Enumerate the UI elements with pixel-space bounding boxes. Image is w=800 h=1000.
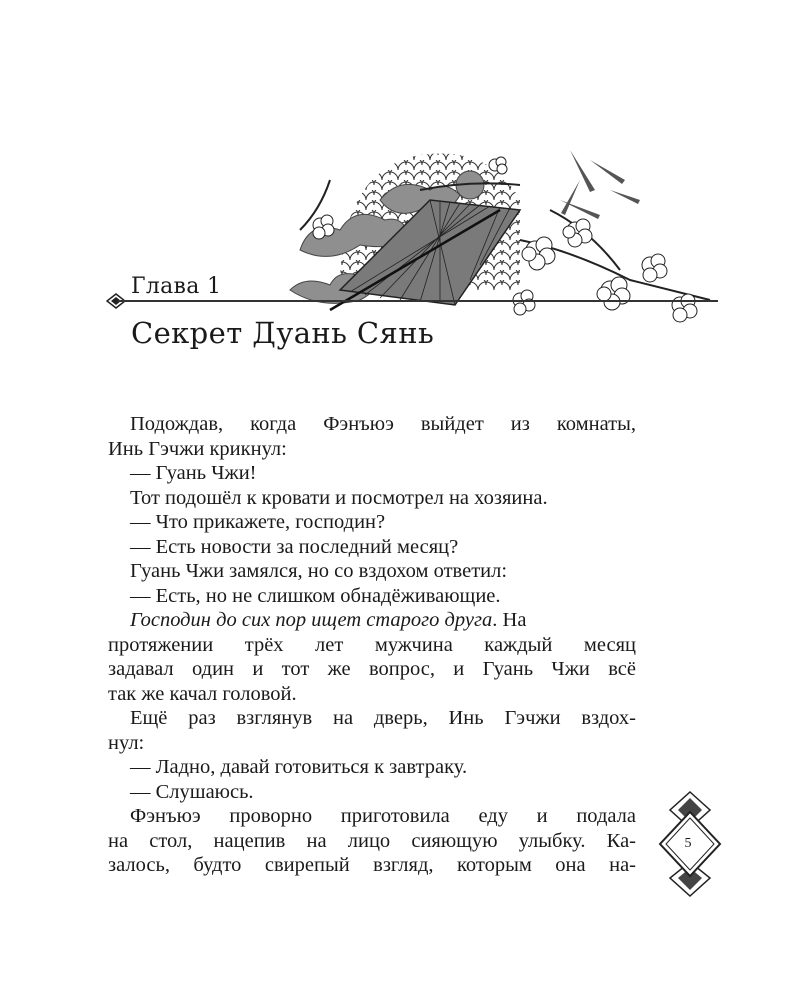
text-line: — Слушаюсь.: [130, 780, 254, 803]
text-line: нул:: [108, 731, 145, 754]
text-line: — Есть, но не слишком обнадёживающие.: [130, 584, 501, 607]
text-line: Тот подошёл к кровати и посмотрел на хозяина.: [130, 486, 548, 509]
chapter-title: Секрет Дуань Сянь: [131, 316, 435, 350]
italic-thought: Господин до сих пор ищет старого друга: [130, 609, 493, 631]
text-line: Фэнъюэ проворно приготовила еду и подала: [130, 805, 636, 827]
text-line: на стол, нацепив на лицо сияющую улыбку. Ка-: [108, 829, 636, 852]
text-line: Гуань Чжи замялся, но со вздохом ответил:: [130, 560, 508, 582]
text-line: Подождав, когда Фэнъюэ выйдет из комнаты,: [130, 413, 636, 435]
chapter-illustration: [270, 140, 720, 340]
text-line: [108, 608, 636, 633]
page-number: 5: [684, 836, 692, 851]
heading-rule: [118, 300, 718, 302]
chapter-label: Глава 1: [131, 274, 222, 299]
text-line: — Что прикажете, господин?: [130, 511, 386, 533]
text-line: задавал один и тот же вопрос, и Гуань Чжи всё: [108, 658, 636, 680]
text-line: — Есть новости за последний месяц?: [130, 535, 459, 558]
text-line: так же качал головой.: [108, 682, 297, 705]
text-fragment: . На: [492, 609, 527, 631]
text-line: протяжении трёх лет мужчина каждый месяц: [108, 633, 636, 656]
text-line: Инь Гэчжи крикнул:: [108, 437, 287, 460]
text-line: — Гуань Чжи!: [130, 462, 257, 484]
text-line: Ещё раз взглянув на дверь, Инь Гэчжи вздох-: [130, 707, 636, 729]
text-line: — Ладно, давай готовиться к завтраку.: [130, 756, 468, 778]
text-line: залось, будто свирепый взгляд, которым она на-: [108, 854, 636, 876]
body-text: [108, 412, 636, 878]
